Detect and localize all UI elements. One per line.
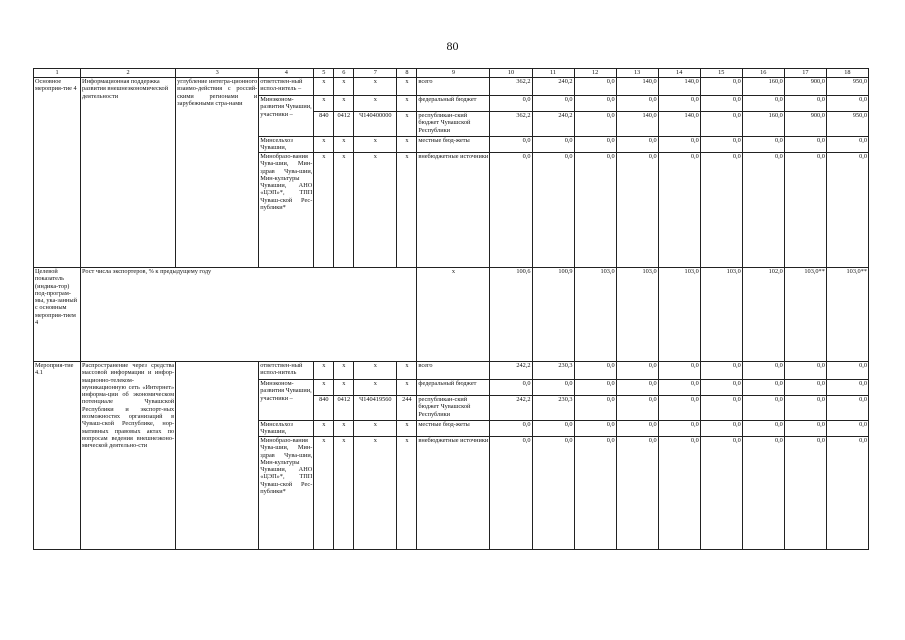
budget-code: x <box>334 137 354 153</box>
participants: Минсельхоз Чувашии, <box>259 137 314 153</box>
value-cell: 0,0 <box>490 153 532 268</box>
value-cell: 0,0 <box>616 380 658 396</box>
value-cell: 900,0 <box>784 78 826 96</box>
budget-code: x <box>314 437 334 550</box>
budget-code: x <box>314 380 334 396</box>
value-cell: 0,0 <box>616 421 658 437</box>
value-cell: 0,0 <box>574 153 616 268</box>
column-number: 5 <box>314 69 334 78</box>
value-cell: 0,0 <box>742 437 784 550</box>
budget-code: x <box>314 362 334 380</box>
indicator-label: Целевой показатель (индика-тор) под-програм-мы, ука-занный с основным мероприя-тием 4 <box>34 268 81 362</box>
value-cell: 160,0 <box>742 78 784 96</box>
budget-code: 0412 <box>334 112 354 137</box>
value-cell: 0,0 <box>616 396 658 421</box>
activity-goal: углубление интегра-ционного взаимо-действия с россий-скими регионами и зарубежными стра-нами <box>176 78 259 268</box>
value-cell: 0,0 <box>826 137 868 153</box>
value-cell: 0,0 <box>532 96 574 112</box>
indicator-row <box>34 268 869 362</box>
participants: Минсельхоз Чувашии, <box>259 421 314 437</box>
value-cell: 0,0 <box>700 437 742 550</box>
value-cell: 0,0 <box>826 421 868 437</box>
budget-code: x <box>397 78 417 96</box>
value-cell: 0,0 <box>826 396 868 421</box>
value-cell: 0,0 <box>700 153 742 268</box>
column-number: 11 <box>532 69 574 78</box>
value-cell: 140,0 <box>616 112 658 137</box>
value-cell: 0,0 <box>574 96 616 112</box>
value-cell: 240,2 <box>532 78 574 96</box>
value-cell: 0,0 <box>574 437 616 550</box>
budget-code: x <box>334 362 354 380</box>
budget-code: x <box>397 421 417 437</box>
budget-code: x <box>354 362 397 380</box>
indicator-description: Рост числа экспортеров, % к предыдущему году <box>81 268 417 362</box>
value-cell: 242,2 <box>490 396 532 421</box>
value-cell: 0,0 <box>532 421 574 437</box>
value-cell: 0,0 <box>658 362 700 380</box>
value-cell: 0,0 <box>742 396 784 421</box>
column-number-row <box>34 69 869 78</box>
value-cell: 0,0 <box>784 153 826 268</box>
column-number: 12 <box>574 69 616 78</box>
budget-table <box>33 68 869 550</box>
value-cell: 0,0 <box>616 362 658 380</box>
budget-code: x <box>334 380 354 396</box>
column-number: 7 <box>354 69 397 78</box>
value-cell: 0,0 <box>784 96 826 112</box>
value-cell: 0,0 <box>658 437 700 550</box>
value-cell: 0,0 <box>826 380 868 396</box>
budget-code: 840 <box>314 112 334 137</box>
value-cell: 0,0 <box>700 112 742 137</box>
value-cell: 0,0 <box>658 96 700 112</box>
indicator-value: 103,0 <box>574 268 616 362</box>
funding-source: федеральный бюджет <box>417 96 490 112</box>
indicator-value: 103,0** <box>826 268 868 362</box>
value-cell: 0,0 <box>658 137 700 153</box>
value-cell: 0,0 <box>532 153 574 268</box>
budget-code: x <box>314 421 334 437</box>
budget-code: x <box>397 362 417 380</box>
value-cell: 0,0 <box>700 137 742 153</box>
value-cell: 950,0 <box>826 112 868 137</box>
participants: Минэконом-развития Чувашии, участники – <box>259 96 314 137</box>
budget-code: x <box>334 153 354 268</box>
value-cell: 0,0 <box>574 137 616 153</box>
column-number: 17 <box>784 69 826 78</box>
budget-code: x <box>397 137 417 153</box>
activity-goal <box>176 362 259 550</box>
value-cell: 0,0 <box>784 396 826 421</box>
indicator-marker: x <box>417 268 490 362</box>
budget-code: x <box>314 96 334 112</box>
value-cell: 0,0 <box>658 380 700 396</box>
value-cell: 242,2 <box>490 362 532 380</box>
value-cell: 0,0 <box>826 96 868 112</box>
budget-code: x <box>397 112 417 137</box>
value-cell: 0,0 <box>574 421 616 437</box>
value-cell: 0,0 <box>826 362 868 380</box>
value-cell: 0,0 <box>700 396 742 421</box>
activity-code: Основное мероприя-тие 4 <box>34 78 81 268</box>
budget-code: x <box>354 421 397 437</box>
column-number: 3 <box>176 69 259 78</box>
value-cell: 0,0 <box>616 137 658 153</box>
participants: Минэконом-развития Чувашии, участники – <box>259 380 314 421</box>
column-number: 4 <box>259 69 314 78</box>
value-cell: 140,0 <box>658 78 700 96</box>
value-cell: 0,0 <box>826 153 868 268</box>
indicator-value: 100,9 <box>532 268 574 362</box>
funding-source: всего <box>417 78 490 96</box>
column-number: 8 <box>397 69 417 78</box>
funding-source: местные бюд-жеты <box>417 137 490 153</box>
value-cell: 0,0 <box>532 137 574 153</box>
budget-code: x <box>354 96 397 112</box>
column-number: 6 <box>334 69 354 78</box>
budget-code: x <box>354 153 397 268</box>
budget-code: x <box>354 137 397 153</box>
value-cell: 0,0 <box>490 437 532 550</box>
funding-source: республикан-ский бюджет Чувашской Республики <box>417 396 490 421</box>
budget-code: x <box>397 96 417 112</box>
indicator-value: 103,0** <box>784 268 826 362</box>
value-cell: 0,0 <box>574 112 616 137</box>
budget-code: 840 <box>314 396 334 421</box>
funding-source: внебюджетные источники <box>417 153 490 268</box>
value-cell: 0,0 <box>742 153 784 268</box>
value-cell: 0,0 <box>658 421 700 437</box>
value-cell: 0,0 <box>574 78 616 96</box>
participants: Минобразо-вания Чува-шии, Мин-здрав Чува-шии, Мин-культуры Чувашии, АНО «ЦЭП»*, ТПП Чуваш-ской Рес-публики* <box>259 153 314 268</box>
value-cell: 0,0 <box>742 137 784 153</box>
funding-source: республикан-ский бюджет Чувашской Республики <box>417 112 490 137</box>
funding-source: внебюджетные источники <box>417 437 490 550</box>
column-number: 18 <box>826 69 868 78</box>
budget-code: x <box>354 437 397 550</box>
value-cell: 0,0 <box>658 153 700 268</box>
value-cell: 0,0 <box>700 421 742 437</box>
budget-code: x <box>354 78 397 96</box>
budget-code: x <box>334 437 354 550</box>
column-number: 16 <box>742 69 784 78</box>
activity-name: Информационная поддержка развития внешнеэкономической деятельности <box>81 78 176 268</box>
value-cell: 0,0 <box>490 380 532 396</box>
value-cell: 230,3 <box>532 396 574 421</box>
value-cell: 0,0 <box>742 362 784 380</box>
value-cell: 0,0 <box>616 437 658 550</box>
participants: Минобразо-вания Чува-шии, Мин-здрав Чува-шии, Мин-культуры Чувашии, АНО «ЦЭП»*, ТПП Чуваш-ской Рес-публики* <box>259 437 314 550</box>
value-cell: 0,0 <box>784 421 826 437</box>
budget-code: Ч140400000 <box>354 112 397 137</box>
budget-code: x <box>354 380 397 396</box>
table-row <box>34 362 869 380</box>
value-cell: 0,0 <box>574 380 616 396</box>
activity-code: Мероприя-тие 4.1 <box>34 362 81 550</box>
value-cell: 0,0 <box>742 421 784 437</box>
value-cell: 140,0 <box>658 112 700 137</box>
value-cell: 0,0 <box>532 437 574 550</box>
budget-code: x <box>334 78 354 96</box>
indicator-value: 103,0 <box>616 268 658 362</box>
value-cell: 0,0 <box>574 396 616 421</box>
indicator-value: 103,0 <box>700 268 742 362</box>
value-cell: 0,0 <box>574 362 616 380</box>
budget-code: x <box>397 437 417 550</box>
value-cell: 0,0 <box>700 362 742 380</box>
value-cell: 0,0 <box>784 437 826 550</box>
value-cell: 0,0 <box>700 380 742 396</box>
value-cell: 0,0 <box>700 78 742 96</box>
column-number: 1 <box>34 69 81 78</box>
value-cell: 0,0 <box>784 362 826 380</box>
value-cell: 0,0 <box>700 96 742 112</box>
budget-code: Ч140419560 <box>354 396 397 421</box>
value-cell: 362,2 <box>490 78 532 96</box>
column-number: 15 <box>700 69 742 78</box>
value-cell: 0,0 <box>784 380 826 396</box>
budget-code: x <box>334 96 354 112</box>
value-cell: 0,0 <box>490 421 532 437</box>
budget-code: x <box>314 153 334 268</box>
value-cell: 0,0 <box>616 153 658 268</box>
value-cell: 950,0 <box>826 78 868 96</box>
column-number: 9 <box>417 69 490 78</box>
column-number: 14 <box>658 69 700 78</box>
column-number: 2 <box>81 69 176 78</box>
budget-code: 244 <box>397 396 417 421</box>
value-cell: 0,0 <box>742 96 784 112</box>
column-number: 13 <box>616 69 658 78</box>
column-number: 10 <box>490 69 532 78</box>
page-number: 80 <box>446 39 459 53</box>
responsible-executor: ответствен-ный испол-нитель <box>259 362 314 380</box>
funding-source: федеральный бюджет <box>417 380 490 396</box>
indicator-value: 102,0 <box>742 268 784 362</box>
indicator-value: 100,6 <box>490 268 532 362</box>
value-cell: 0,0 <box>532 380 574 396</box>
value-cell: 0,0 <box>658 396 700 421</box>
value-cell: 230,3 <box>532 362 574 380</box>
value-cell: 900,0 <box>784 112 826 137</box>
budget-code: x <box>334 421 354 437</box>
value-cell: 0,0 <box>616 96 658 112</box>
value-cell: 0,0 <box>490 137 532 153</box>
value-cell: 0,0 <box>826 437 868 550</box>
indicator-value: 103,0 <box>658 268 700 362</box>
responsible-executor: ответствен-ный испол-нитель – <box>259 78 314 96</box>
value-cell: 0,0 <box>490 96 532 112</box>
value-cell: 0,0 <box>742 380 784 396</box>
value-cell: 160,0 <box>742 112 784 137</box>
funding-source: местные бюд-жеты <box>417 421 490 437</box>
budget-code: 0412 <box>334 396 354 421</box>
funding-source: всего <box>417 362 490 380</box>
budget-code: x <box>314 137 334 153</box>
value-cell: 140,0 <box>616 78 658 96</box>
activity-name: Распространение через средства массовой информации и инфор-мационно-телеком-муникационную сеть «Интернет» информа-ции об экономическом потенциале Чувашской Республики и экспорт-ных возможностях организаций в Чуваш-ской Республике, нор-мативных правовых актах по вопросам ведения внешнеэконо-мической деятельно-сти <box>81 362 176 550</box>
table-row <box>34 78 869 96</box>
value-cell: 362,2 <box>490 112 532 137</box>
budget-code: x <box>397 153 417 268</box>
budget-code: x <box>397 380 417 396</box>
value-cell: 240,2 <box>532 112 574 137</box>
budget-code: x <box>314 78 334 96</box>
value-cell: 0,0 <box>784 137 826 153</box>
